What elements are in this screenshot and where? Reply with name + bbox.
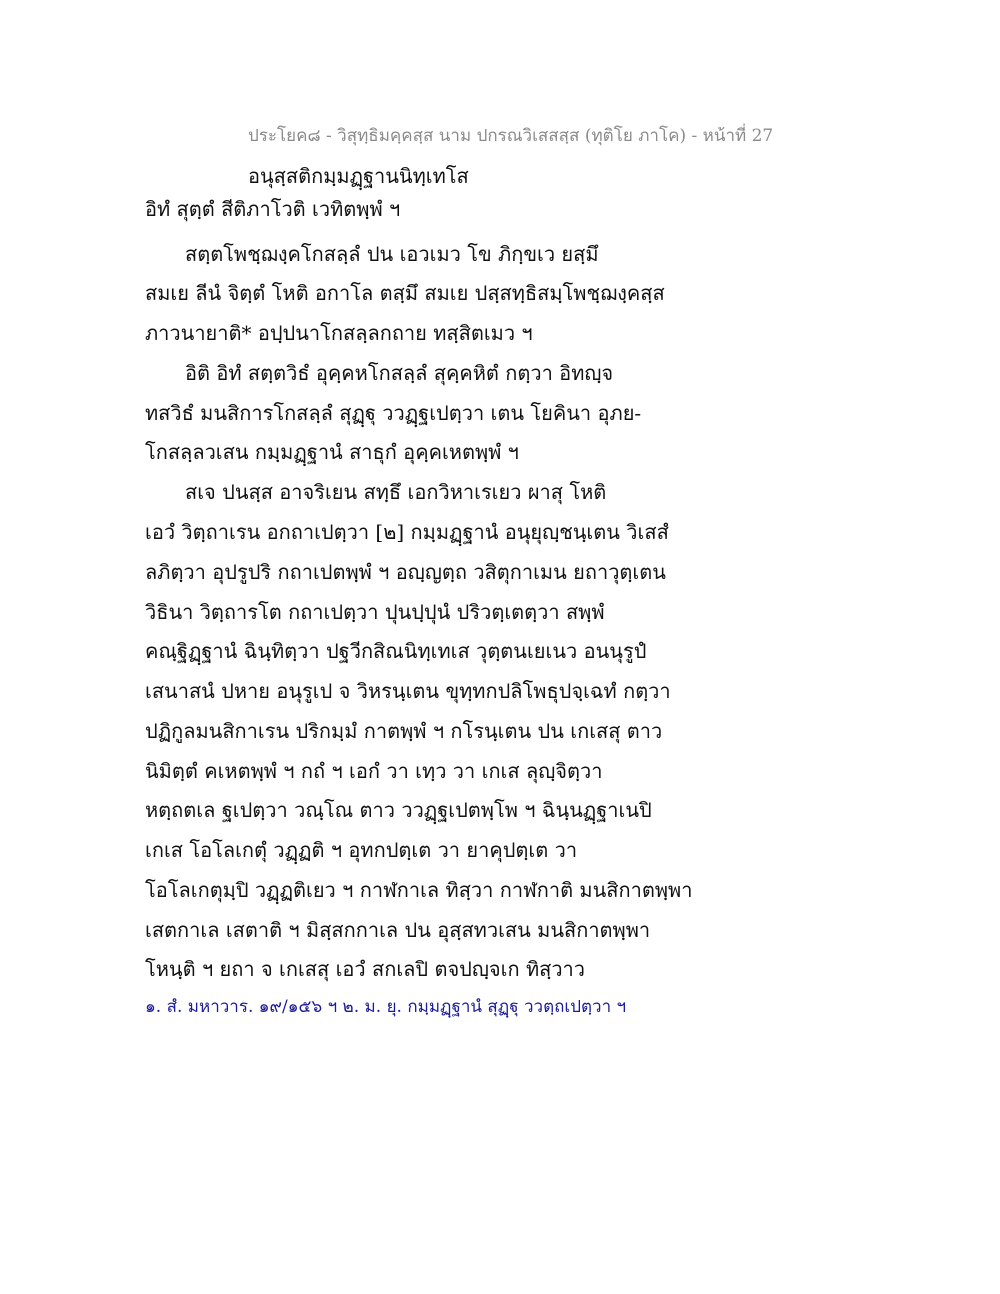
body-line: วิธินา วิตฺถารโต กถาเปตฺวา ปุนปฺปุนํ ปริวตฺเตตฺวา สพฺพํ — [145, 600, 605, 624]
body-line: คณฺฐิฏฺฐานํ ฉินฺทิตฺวา ปฐวีกสิณนิทฺเทเส วุตฺตนเยเนว อนนุรูปํ — [145, 639, 647, 663]
body-line: เกเส โอโลเกตุํ วฏฺฏติ ฯ อุทกปตฺเต วา ยาคุปตฺเต วา — [145, 838, 578, 862]
body-line: หตฺถตเล ฐเปตฺวา วณฺโณ ตาว ววฏฺฐเปตพฺโพ ฯ ฉินฺนฏฺฐาเนปิ — [145, 798, 652, 822]
body-line: เอวํ วิตฺถาเรน อกถาเปตฺวา [๒] กมฺมฏฺฐานํ อนุยุญฺชนฺเตน วิเสสํ — [145, 520, 669, 544]
body-line: สตฺตโพชฺฌงฺคโกสลฺลํ ปน เอวเมว โข ภิกฺขเว ยสฺมึ — [185, 242, 599, 266]
body-line: อิทํ สุตฺตํ สีติภาโวติ เวทิตพฺพํ ฯ — [145, 197, 401, 221]
footnote: ๑. สํ. มหาวาร. ๑๙/๑๕๖ ฯ ๒. ม. ยุ. กมฺมฏฺฐานํ สุฏฺฐุ ววตฺถเปตฺวา ฯ — [145, 997, 627, 1017]
body-line: ลภิตฺวา อุปรูปริ กถาเปตพฺพํ ฯ อญฺญตฺถ วสิตุกาเมน ยถาวุตฺเตน — [145, 560, 666, 584]
body-line: ปฏิกูลมนสิกาเรน ปริกมฺมํ กาตพฺพํ ฯ กโรนฺเตน ปน เกเสสุ ตาว — [145, 719, 663, 743]
body-line: สเจ ปนสฺส อาจริเยน สทฺธึ เอกวิหาเรเยว ผาสุ โหติ — [185, 480, 607, 504]
running-header: ประโยค๘ - วิสุทฺธิมคฺคสฺส นาม ปกรณวิเสสสฺส (ทุติโย ภาโค) - หน้าที่ 27 — [248, 126, 774, 146]
body-line: เสตกาเล เสตาติ ฯ มิสฺสกกาเล ปน อุสฺสทวเสน มนสิกาตพฺพา — [145, 918, 651, 942]
body-line: โหนฺติ ฯ ยถา จ เกเสสุ เอวํ สกเลปิ ตจปญฺจเก ทิสฺวาว — [145, 957, 586, 981]
body-line: ทสวิธํ มนสิการโกสลฺลํ สุฏฺฐุ ววฏฺฐเปตฺวา เตน โยคินา อุภย- — [145, 401, 642, 425]
body-line: โกสลฺลวเสน กมฺมฏฺฐานํ สาธุกํ อุคฺคเหตพฺพํ ฯ — [145, 440, 519, 464]
body-line: อิติ อิทํ สตฺตวิธํ อุคฺคหโกสลฺลํ สุคฺคหิตํ กตฺวา อิทญฺจ — [185, 361, 614, 385]
body-line: โอโลเกตุมฺปิ วฏฺฏติเยว ฯ กาฬกาเล ทิสฺวา กาฬกาติ มนสิกาตพฺพา — [145, 878, 693, 902]
section-title: อนุสฺสติกมฺมฏฺฐานนิทฺเทโส — [248, 164, 469, 188]
body-line: ภาวนายาติ* อปฺปนาโกสลฺลกถาย ทสฺสิตเมว ฯ — [145, 321, 533, 345]
body-line: สมเย ลีนํ จิตฺตํ โหติ อกาโล ตสฺมึ สมเย ปสฺสทฺธิสมฺโพชฺฌงฺคสฺส — [145, 281, 665, 305]
body-line: นิมิตฺตํ คเหตพฺพํ ฯ กถํ ฯ เอกํ วา เทฺว วา เกเส ลุญฺจิตฺวา — [145, 759, 603, 783]
body-line: เสนาสนํ ปหาย อนุรูเป จ วิหรนฺเตน ขุทฺทกปลิโพธุปจฺเฉทํ กตฺวา — [145, 679, 671, 703]
